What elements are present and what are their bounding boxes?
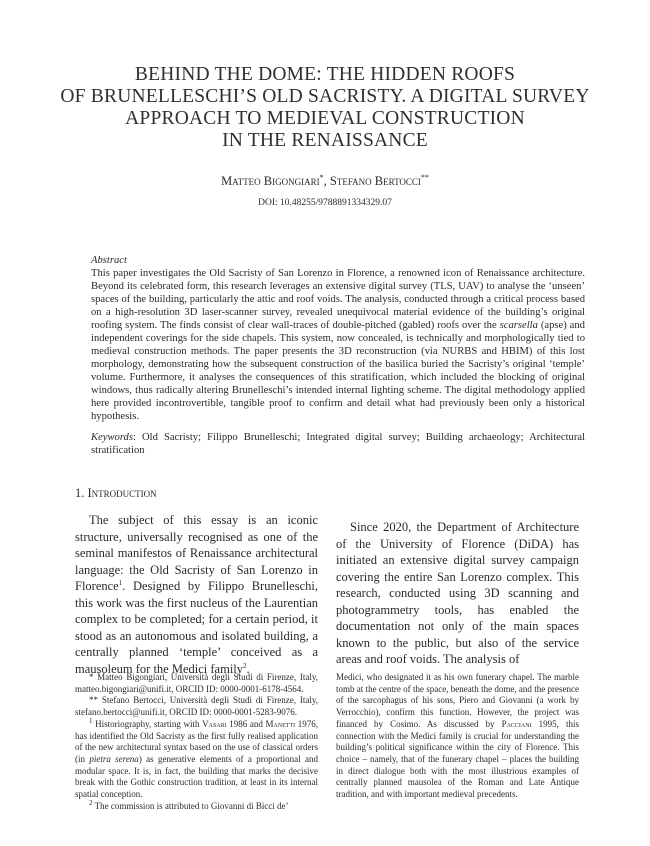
abstract-text [91, 267, 585, 423]
footnote-1-number: 1 [89, 716, 93, 725]
footnote-1-text-a: Historiography, starting with [92, 718, 203, 729]
citation-vasari: Vasari [202, 718, 227, 729]
footnote-1-text-d: ) as generative elements of a proportional and modular space. It is, in fact, the building that marks the decisive break with the Gothic construction tradition, at least in its internal spatial conception. [75, 753, 318, 800]
footnote-ref-2[interactable]: 2 [243, 661, 247, 670]
author-2: Stefano Bertocci [329, 174, 421, 188]
footnote-2 [75, 798, 318, 813]
body-column-right [336, 486, 579, 668]
footnote-2-number: 2 [89, 798, 93, 807]
citation-manetti: Manetti [265, 718, 296, 729]
title-line-4: IN THE RENAISSANCE [222, 130, 428, 151]
abstract-label: Abstract [91, 255, 127, 266]
footnote-1-text-c: 1976, has identified the Old Sacristy as the first fully realised application of the new architectural syntax based on the use of classical orders (in [75, 718, 319, 764]
footnote-ref-1[interactable]: 1 [118, 578, 123, 587]
keywords-text: : Old Sacristy; Filippo Brunelleschi; Integrated digital survey; Building archaeology; Architectural stratification [91, 432, 585, 456]
author-list [40, 174, 610, 189]
title-line-2: OF BRUNELLESCHI’S OLD SACRISTY. A DIGITAL SURVEY [60, 86, 590, 107]
footnote-author-2: ** Stefano Bertocci, Università degli Studi di Firenze, Italy, stefano.bertocci@unifi.it, ORCID ID: 0000-0001-5283-9076. [75, 695, 318, 718]
body-paragraph-1 [75, 512, 318, 677]
abstract [91, 254, 585, 423]
footnotes-left [75, 672, 318, 812]
body-p1-c: . [246, 661, 250, 676]
footnote-author-1: * Matteo Bigongiari, Università degli Studi di Firenze, Italy, matteo.bigongiari@unifi.it, ORCID ID: 0000-0001-6178-4564. [75, 672, 318, 694]
body-p1-b: . Designed by Filippo Brunelleschi, this work was the first nucleus of the Laurentian complex to be completed; for a certain period, it stood as an autonomous and isolated building, a centrally planned ‘temple’ conceived as a mausoleum for the Medici family [75, 579, 318, 676]
footnote-2-text: The commission is attributed to Giovanni di Bicci de’ [92, 800, 289, 811]
author-2-mark: ** [420, 172, 429, 182]
author-separator: , [323, 174, 330, 188]
footnote-2-cont-a: Medici, who designated it as his own funerary chapel. The marble tomb at the centre of the space, beneath the dome, and the presence of the sarcophagus of his sons, Piero and Giovanni (a work by Verrocchio), confirm this function. However, the project was financed by Cosimo. As discussed by [336, 672, 579, 729]
abstract-text-b: (apse) and independent coverings for the side chapels. This system, now concealed, is technically and morphologically tied to medieval construction methods. The paper presents the 3D reconstruction (via NURBS and HBIM) of this lost morphology, demonstrating how the subsequent construction of the basilica buried the Sacristy’s original ‘temple’ volume. Furthermore, it analyses the consequences of this stratification, which included the blocking of original windows, thus radically altering Brunelleschi’s intended internal lighting scheme. The digital methodology applied here provided incontrovertible, tangible proof to confirm and detail what had previously been only a historical hypothesis. [91, 320, 585, 422]
body-p1-a: The subject of this essay is an iconic structure, universally recognised as one of the seminal manifestos of Renaissance architectural language: the Old Sacristy of San Lorenzo in Florence [75, 513, 318, 593]
footnotes-right [336, 672, 579, 801]
title-line-1: BEHIND THE DOME: THE HIDDEN ROOFS [134, 64, 516, 85]
paper-title [40, 64, 610, 152]
body-paragraph-2: Since 2020, the Department of Architecture of the University of Florence (DiDA) has initiated an extensive digital survey campaign covering the entire San Lorenzo complex. This research, conducted using 3D scanning and photogrammetry tools, has enabled the documentation not only of the main spaces known to the public, but also of the service areas and roof voids. The analysis of [336, 520, 579, 666]
footnote-1-pietra: pietra serena [89, 753, 139, 764]
footnote-1 [75, 716, 319, 801]
section-heading: 1. Introduction [75, 486, 157, 500]
body-column-right-spacer [336, 486, 579, 519]
body-column-left [75, 512, 318, 677]
doi: DOI: 10.48255/9788891334329.07 [258, 198, 392, 208]
keywords [91, 431, 585, 457]
author-1: Matteo Bigongiari [221, 174, 320, 188]
citation-pacciani: Pacciani [501, 718, 532, 729]
author-1-mark: * [319, 172, 324, 182]
keywords-label: Keywords [91, 432, 133, 443]
title-line-3: APPROACH TO MEDIEVAL CONSTRUCTION [125, 108, 525, 129]
abstract-text-a: This paper investigates the Old Sacristy of San Lorenzo in Florence, a renowned icon of Renaissance architecture. Beyond its celebrated form, this research leverages an extensive digital survey (TLS, UAV) to analyse the ‘unseen’ spaces of the building, particularly the attic and roof voids. The analysis, conducted through a critical process based on a high-resolution 3D laser-scanner survey, revealed unequivocal material evidence of the building’s original roofing system. The finds consist of clear wall-traces of double-pitched (gabled) roofs over the [91, 268, 585, 331]
footnote-2-continued [336, 672, 579, 801]
footnote-1-text-b: 1986 and [226, 718, 266, 729]
footnote-2-cont-b: 1995, this connection with the Medici family is crucial for understanding the building’s political significance within the city of Florence. This choice – namely, that of the funerary chapel – places the building in direct dialogue both with the most illustrious examples of centrally planned mausolea of the Roman and Late Antique tradition, and with important medieval precedents. [336, 718, 579, 800]
abstract-scarsella: scarsella [499, 320, 538, 331]
